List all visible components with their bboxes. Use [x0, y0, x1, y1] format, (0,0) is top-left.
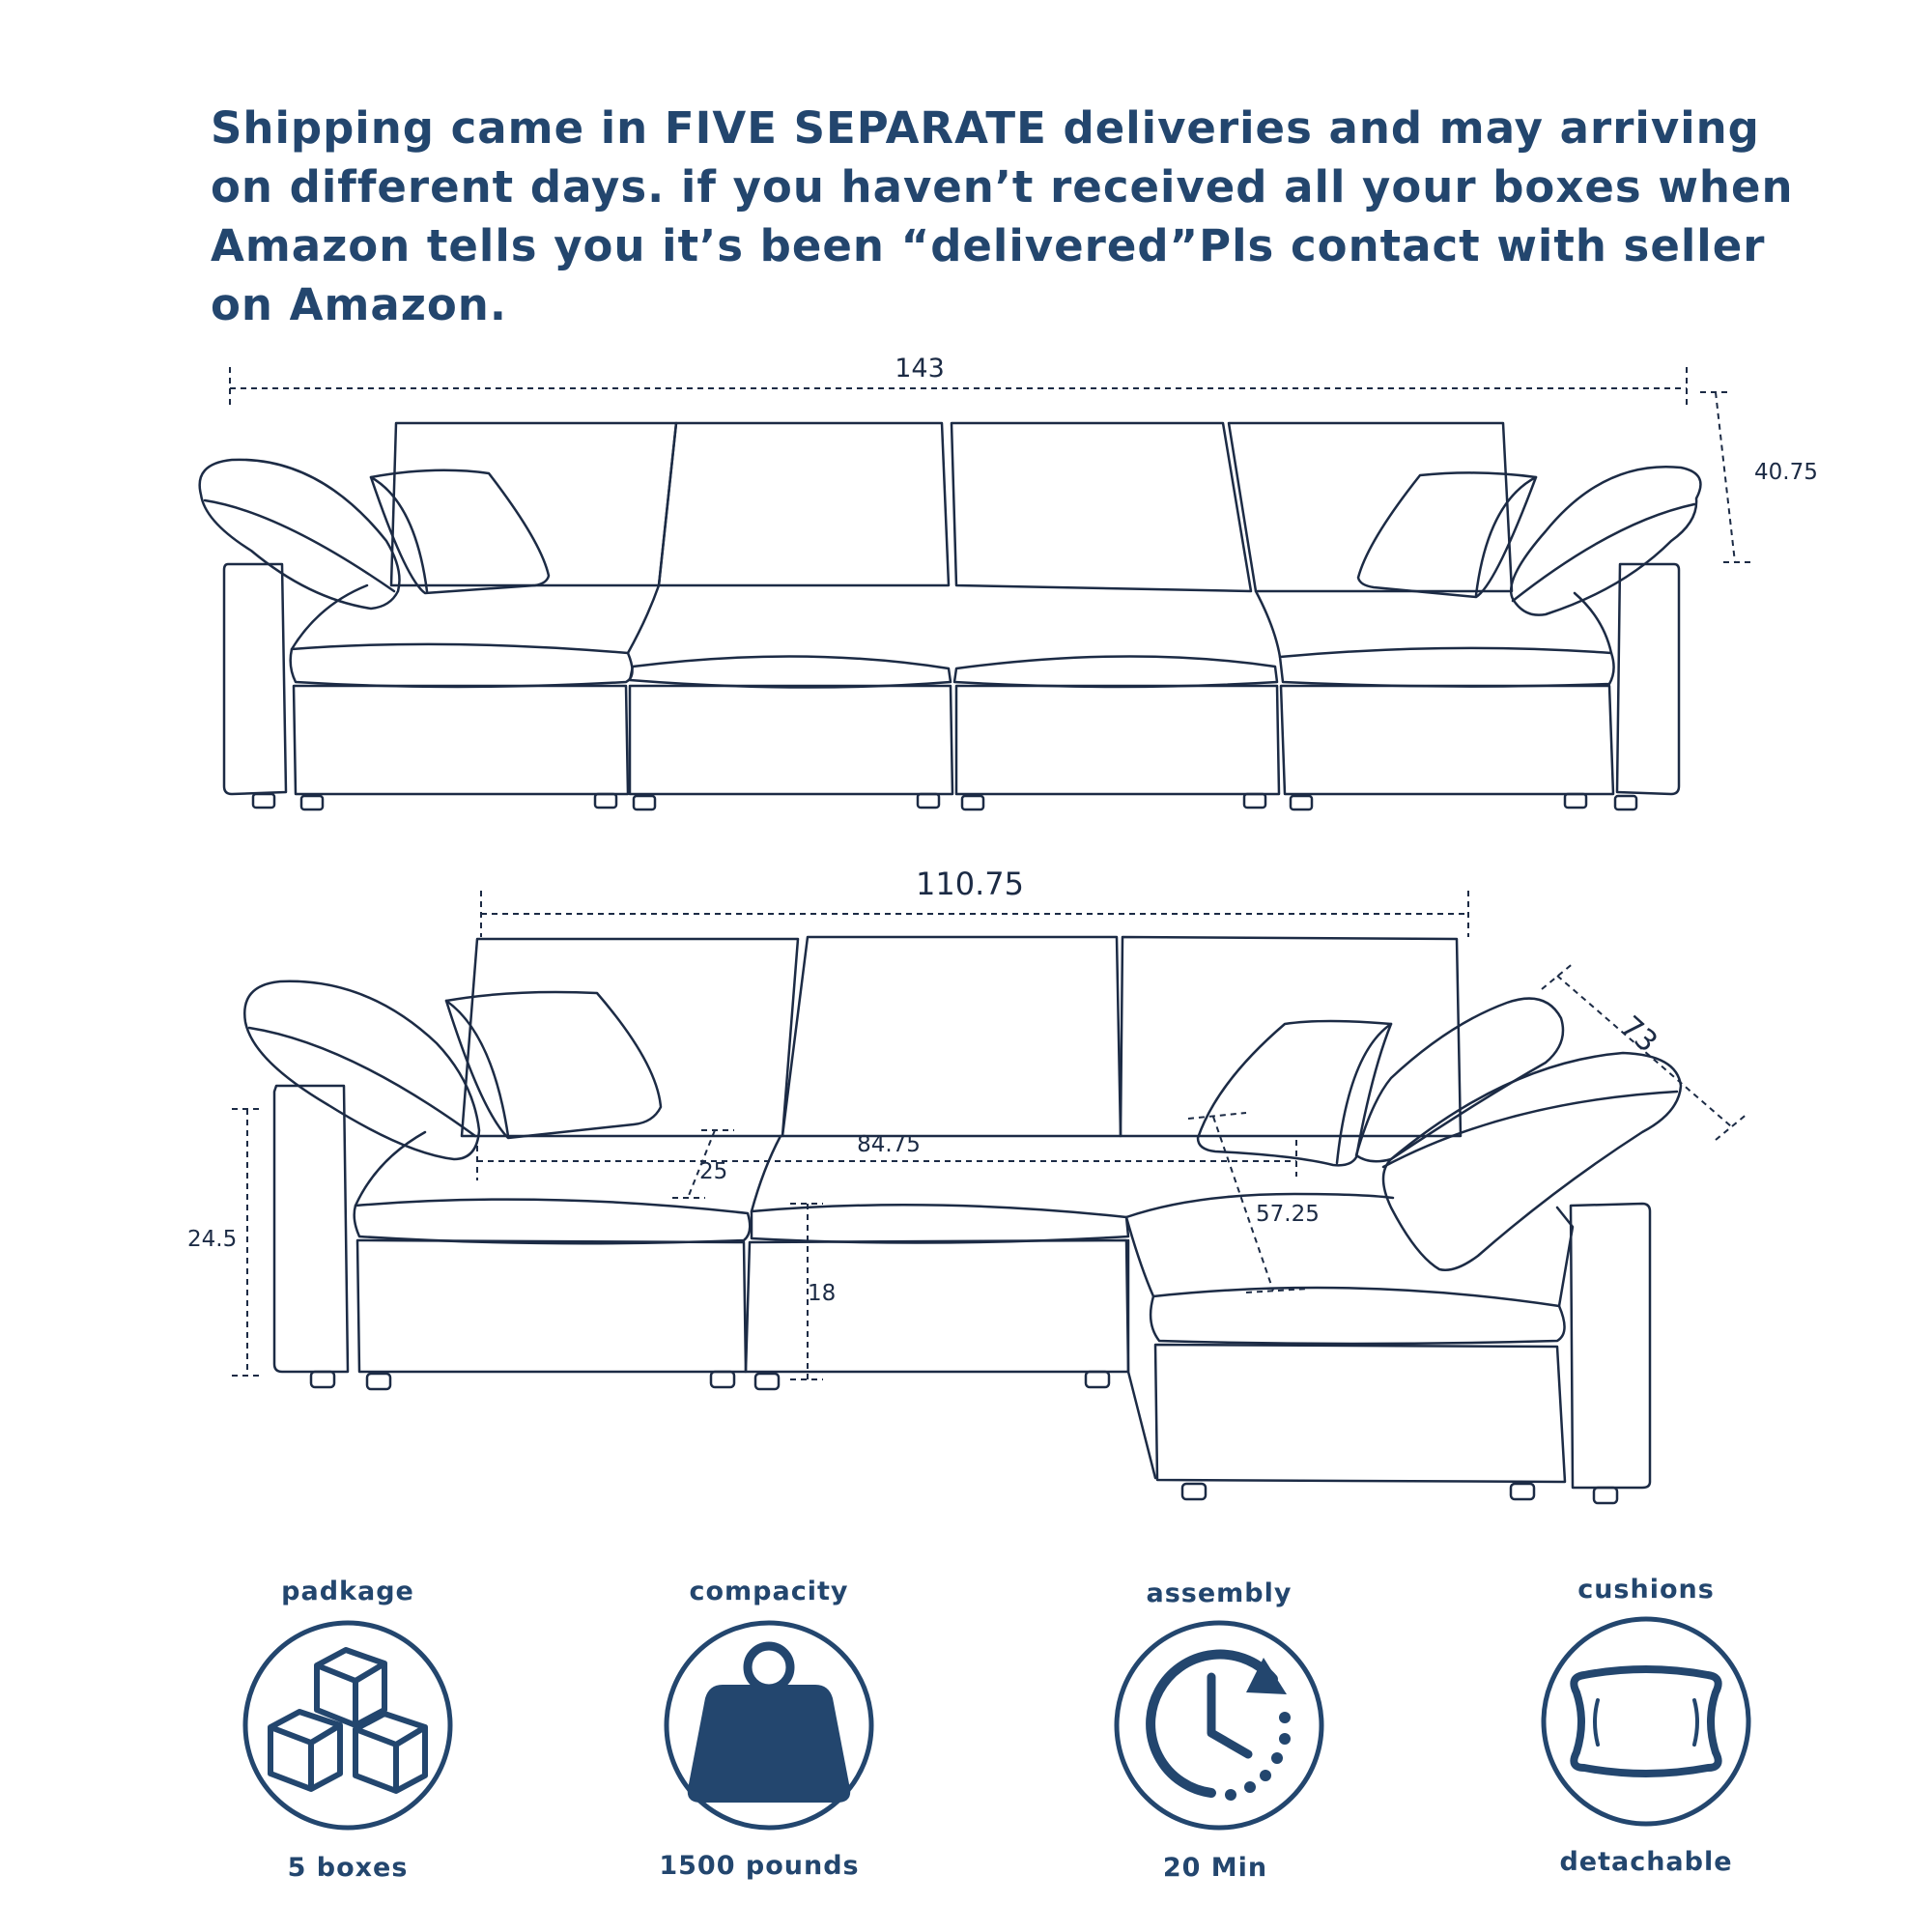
feature-value-capacity: 1500 pounds	[659, 1851, 860, 1881]
seat-height-label: 18	[808, 1281, 837, 1306]
chaise-side	[1128, 1240, 1155, 1478]
left-arm	[274, 1086, 348, 1372]
overall-height-label: 24.5	[187, 1227, 238, 1252]
leg	[595, 794, 616, 808]
backrest	[391, 423, 676, 585]
arm-pillow-seam	[1383, 1092, 1677, 1167]
leg	[301, 796, 323, 810]
seat-cushion	[954, 656, 1277, 687]
leg	[1594, 1488, 1617, 1503]
clock-icon	[1117, 1623, 1321, 1828]
backrest	[952, 423, 1251, 591]
leg	[918, 794, 939, 808]
throw-pillow	[371, 470, 549, 593]
feature-value-cushions: detachable	[1559, 1847, 1733, 1877]
leg	[1086, 1372, 1109, 1387]
seat-base	[1281, 686, 1613, 794]
chaise-width-label: 73	[1613, 1009, 1664, 1060]
pillow-icon	[1544, 1619, 1748, 1824]
backrest	[1229, 423, 1512, 591]
leg	[367, 1374, 390, 1389]
top-width-label: 143	[895, 354, 945, 384]
leg	[311, 1372, 334, 1387]
chaise-cushion	[1151, 1288, 1564, 1344]
seat-width-label: 84.75	[857, 1132, 921, 1157]
leg	[1182, 1484, 1206, 1499]
feature-label-package: padkage	[281, 1577, 414, 1606]
four-seat-sofa-drawing	[200, 423, 1701, 810]
notice-line-4: on Amazon.	[211, 279, 507, 330]
chaise-base	[1155, 1345, 1565, 1482]
seat-base	[956, 686, 1279, 794]
seat-back-edge	[752, 1136, 781, 1211]
left-arm	[224, 564, 286, 794]
arm-pillow-seam	[205, 500, 394, 591]
arm-pillow-seam	[249, 1028, 475, 1136]
arm-pillow	[1383, 1053, 1681, 1270]
right-arm	[1571, 1204, 1650, 1488]
notice-line-2: on different days. if you haven’t received all your boxes when	[211, 161, 1794, 213]
right-arm	[1617, 564, 1679, 794]
sectional-sofa-drawing	[244, 937, 1681, 1503]
dimension-line-40-75	[1716, 392, 1735, 562]
seat-cushion	[291, 644, 633, 687]
leg	[962, 796, 983, 810]
weight-icon	[667, 1623, 871, 1828]
seat-base	[357, 1240, 746, 1372]
feature-label-cushions: cushions	[1577, 1575, 1715, 1605]
seat-depth-label: 25	[699, 1159, 728, 1184]
seat-base	[746, 1240, 1128, 1372]
bottom-width-label: 110.75	[916, 866, 1024, 902]
seat-back-edge	[1256, 591, 1280, 657]
backrest	[1121, 937, 1461, 1136]
leg	[1244, 794, 1265, 808]
notice-line-1: Shipping came in FIVE SEPARATE deliveries and may arriving	[211, 102, 1760, 154]
chaise-depth-label: 57.25	[1256, 1202, 1320, 1227]
boxes-icon	[245, 1623, 450, 1828]
top-height-label: 40.75	[1754, 460, 1818, 485]
leg	[1615, 796, 1636, 810]
feature-value-package: 5 boxes	[287, 1853, 409, 1883]
dimension-tick	[1188, 1113, 1246, 1119]
throw-pillow	[1198, 1021, 1391, 1165]
seat-back-edge	[292, 585, 367, 649]
seat-base	[294, 686, 628, 794]
seat-back-edge	[355, 1132, 425, 1206]
throw-pillow	[446, 992, 661, 1138]
feature-label-assembly: assembly	[1146, 1578, 1293, 1608]
feature-label-capacity: compacity	[689, 1577, 849, 1606]
arm-pillow-seam	[1513, 504, 1694, 601]
feature-value-assembly: 20 Min	[1162, 1853, 1268, 1883]
seat-cushion	[630, 656, 951, 687]
feature-icons	[245, 1619, 1748, 1828]
backrest	[782, 937, 1121, 1136]
arm-pillow	[244, 981, 479, 1159]
dimension-tick	[1542, 962, 1575, 989]
leg	[1565, 794, 1586, 808]
leg	[634, 796, 655, 810]
backrest	[659, 423, 949, 585]
leg	[1291, 796, 1312, 810]
leg	[1511, 1484, 1534, 1499]
seat-back-edge	[628, 585, 659, 653]
chaise-edge	[1126, 1217, 1153, 1296]
seat-cushion	[1280, 648, 1614, 687]
leg	[253, 794, 274, 808]
arm-pillow	[1511, 467, 1700, 614]
seat-base	[630, 686, 952, 794]
leg	[755, 1374, 779, 1389]
notice-line-3: Amazon tells you it’s been “delivered”Pls contact with seller	[211, 220, 1766, 271]
seat-cushion	[355, 1200, 751, 1244]
leg	[711, 1372, 734, 1387]
